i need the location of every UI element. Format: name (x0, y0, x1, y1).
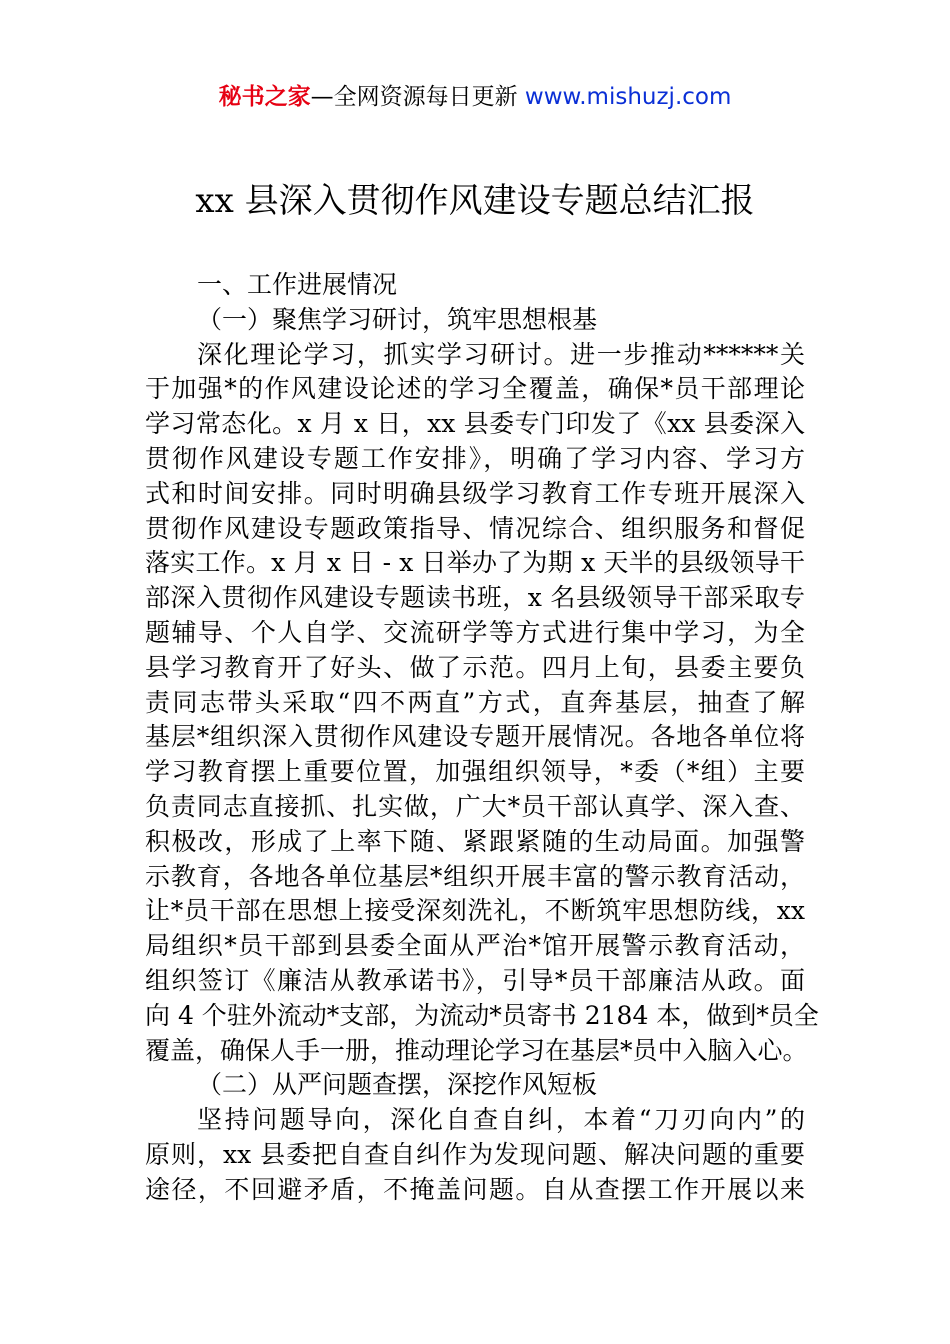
body-line: 示教育，各地各单位基层*组织开展丰富的警示教育活动， (145, 861, 805, 891)
body-line: 于加强*的作风建设论述的学习全覆盖，确保*员干部理论 (145, 374, 805, 404)
section-heading: 一、工作进展情况 (197, 270, 398, 299)
body-line: 向 4 个驻外流动*支部，为流动*员寄书 2184 本，做到*员全 (145, 1000, 819, 1030)
body-line: 题辅导、个人自学、交流研学等方式进行集中学习，为全 (145, 617, 805, 647)
body-line: 途径，不回避矛盾，不掩盖问题。自从查摆工作开展以来 (145, 1174, 805, 1204)
body-line: 县学习教育开了好头、做了示范。四月上旬，县委主要负 (145, 652, 805, 682)
brand-name: 秘书之家 (218, 84, 311, 110)
site-url-link[interactable]: www.mishuzj.com (524, 84, 732, 110)
body-line: 式和时间安排。同时明确县级学习教育工作专班开展深入 (145, 478, 805, 508)
body-line: 负责同志直接抓、扎实做，广大*员干部认真学、深入查、 (145, 791, 805, 821)
header-tagline: —全网资源每日更新 (310, 84, 518, 110)
body-line: 覆盖，确保人手一册，推动理论学习在基层*员中入脑入心。 (145, 1035, 808, 1065)
body-line: 贯彻作风建设专题政策指导、情况综合、组织服务和督促 (145, 513, 805, 543)
body-line: 坚持问题导向，深化自查自纠，本着“刀刃向内”的 (197, 1105, 805, 1135)
body-line: 贯彻作风建设专题工作安排》，明确了学习内容、学习方 (145, 443, 805, 473)
document-title: xx 县深入贯彻作风建设专题总结汇报 (195, 181, 755, 221)
body-line: 责同志带头采取“四不两直”方式，直奔基层，抽查了解 (145, 687, 805, 717)
body-line: 学习常态化。x 月 x 日，xx 县委专门印发了《xx 县委深入 (145, 409, 805, 439)
body-line: 让*员干部在思想上接受深刻洗礼，不断筑牢思想防线，xx (145, 896, 805, 926)
subsection-heading: （二）从严问题查摆，深挖作风短板 (197, 1070, 598, 1100)
body-line: 学习教育摆上重要位置，加强组织领导，*委（*组）主要 (145, 757, 805, 787)
body-line: 原则，xx 县委把自查自纠作为发现问题、解决问题的重要 (145, 1139, 805, 1169)
body-line: 组织签订《廉洁从教承诺书》，引导*员干部廉洁从政。面 (145, 965, 805, 995)
body-line: 局组织*员干部到县委全面从严治*馆开展警示教育活动， (145, 931, 805, 961)
document-body (145, 268, 819, 1208)
subsection-heading: （一）聚焦学习研讨，筑牢思想根基 (197, 304, 598, 334)
body-line: 基层*组织深入贯彻作风建设专题开展情况。各地各单位将 (145, 722, 805, 752)
site-header (0, 80, 950, 114)
body-line: 积极改，形成了上率下随、紧跟紧随的生动局面。加强警 (145, 826, 805, 856)
body-line: 深化理论学习，抓实学习研讨。进一步推动******关 (197, 339, 805, 369)
body-line: 部深入贯彻作风建设专题读书班，x 名县级领导干部采取专 (145, 583, 805, 613)
body-line: 落实工作。x 月 x 日 - x 日举办了为期 x 天半的县级领导干 (145, 548, 805, 578)
